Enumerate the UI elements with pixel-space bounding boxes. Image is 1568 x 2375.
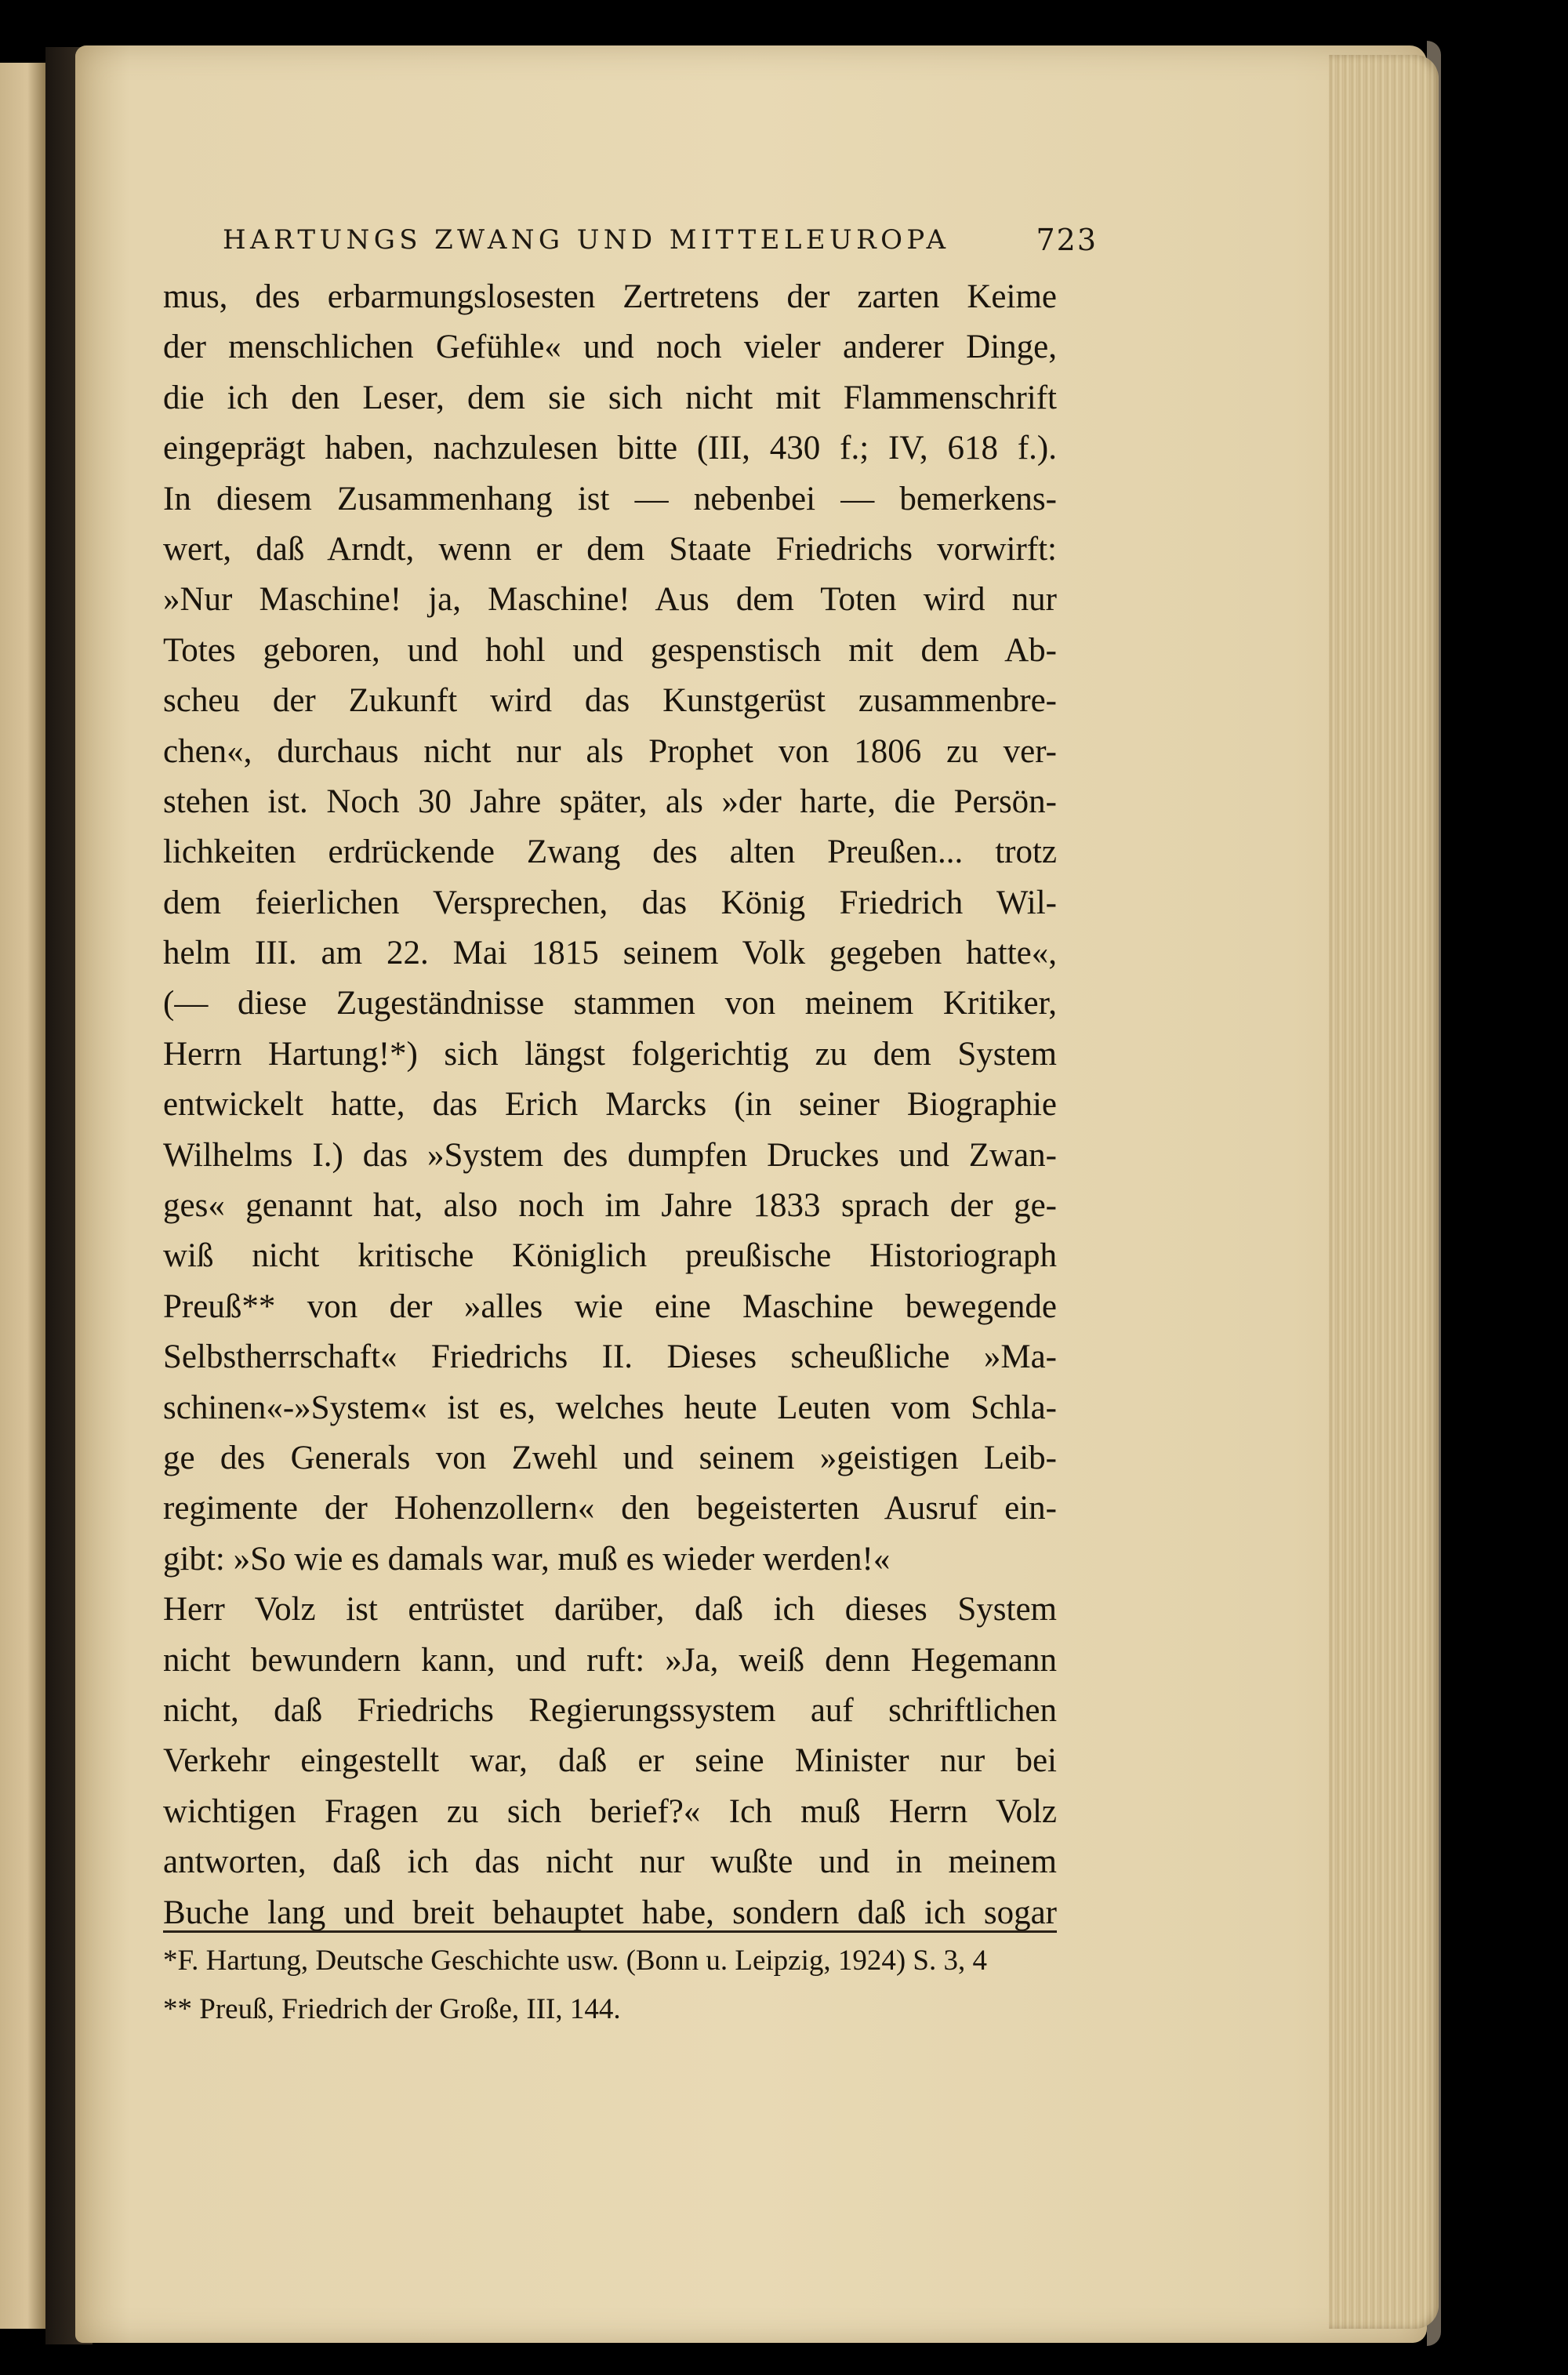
text-line: Verkehr eingestellt war, daß er seine Minister nur bei [163,1742,1057,1780]
footnotes [163,1937,1057,2034]
text-line: nicht, daß Friedrichs Regierungssystem auf schriftlichen [163,1691,1057,1729]
facing-page-edge [0,63,45,2329]
text-line: wichtigen Fragen zu sich berief?« Ich muß Herrn Volz [163,1792,1057,1830]
footnote-2: ** Preuß, Friedrich der Große, III, 144. [163,1993,621,2025]
text-line: eingeprägt haben, nachzulesen bitte (III, 430 f.; IV, 618 f.). [163,430,1057,467]
text-line: dem feierlichen Versprechen, das König Friedrich Wil- [163,884,1057,921]
text-line: gibt: »So wie es damals war, muß es wieder werden!« [163,1540,891,1578]
text-line: wiß nicht kritische Königlich preußische Historiograph [163,1237,1057,1275]
text-line: lichkeiten erdrückende Zwang des alten Preußen... trotz [163,833,1057,871]
text-line: entwickelt hatte, das Erich Marcks (in seiner Biographie [163,1086,1057,1124]
text-line: die ich den Leser, dem sie sich nicht mit Flammenschrift [163,379,1057,416]
running-title: HARTUNGS ZWANG UND MITTELEUROPA [223,224,950,256]
text-line: helm III. am 22. Mai 1815 seinem Volk gegeben hatte«, [163,935,1057,972]
running-head [223,216,1098,263]
text-line: In diesem Zusammenhang ist — nebenbei — bemerkens- [163,480,1057,517]
text-line: der menschlichen Gefühle« und noch vieler anderer Dinge, [163,329,1057,366]
text-line: Herr Volz ist entrüstet darüber, daß ich dieses System [163,1591,1057,1629]
text-line: Totes geboren, und hohl und gespenstisch mit dem Ab- [163,631,1057,669]
text-line: Buche lang und breit behauptet habe, sondern daß ich sogar [163,1894,1057,1931]
text-line: »Nur Maschine! ja, Maschine! Aus dem Toten wird nur [163,581,1057,619]
text-line: ge des Generals von Zwehl und seinem »geistigen Leib- [163,1439,1057,1476]
text-line: Herrn Hartung!*) sich längst folgerichtig zu dem System [163,1035,1057,1073]
footnote-1: *F. Hartung, Deutsche Geschichte usw. (Bonn u. Leipzig, 1924) S. 3, 4 [163,1945,988,1977]
text-line: wert, daß Arndt, wenn er dem Staate Friedrichs vorwirft: [163,530,1057,568]
text-line: schinen«-»System« ist es, welches heute Leuten vom Schla- [163,1389,1057,1426]
body-text [163,272,1057,1938]
text-line: scheu der Zukunft wird das Kunstgerüst zusammenbre- [163,682,1057,720]
text-line: Selbstherrschaft« Friedrichs II. Dieses scheußliche »Ma- [163,1338,1057,1376]
text-line: (— diese Zugeständnisse stammen von meinem Kritiker, [163,985,1057,1022]
text-line: regimente der Hohenzollern« den begeisterten Ausruf ein- [163,1490,1057,1527]
text-line: chen«, durchaus nicht nur als Prophet von 1806 zu ver- [163,732,1057,770]
page-number: 723 [1036,223,1098,257]
footnote-divider [163,1930,1057,1933]
text-line: nicht bewundern kann, und ruft: »Ja, weiß denn Hegemann [163,1641,1057,1679]
text-line: antworten, daß ich das nicht nur wußte und in meinem [163,1843,1057,1881]
text-line: mus, des erbarmungslosesten Zertretens der zarten Keime [163,278,1057,315]
text-line: Preuß** von der »alles wie eine Maschine bewegende [163,1287,1057,1325]
page-block-edge [1329,55,1439,2329]
text-line: ges« genannt hat, also noch im Jahre 1833 sprach der ge- [163,1187,1057,1225]
text-line: stehen ist. Noch 30 Jahre später, als »der harte, die Persön- [163,783,1057,820]
text-line: Wilhelms I.) das »System des dumpfen Druckes und Zwan- [163,1136,1057,1174]
